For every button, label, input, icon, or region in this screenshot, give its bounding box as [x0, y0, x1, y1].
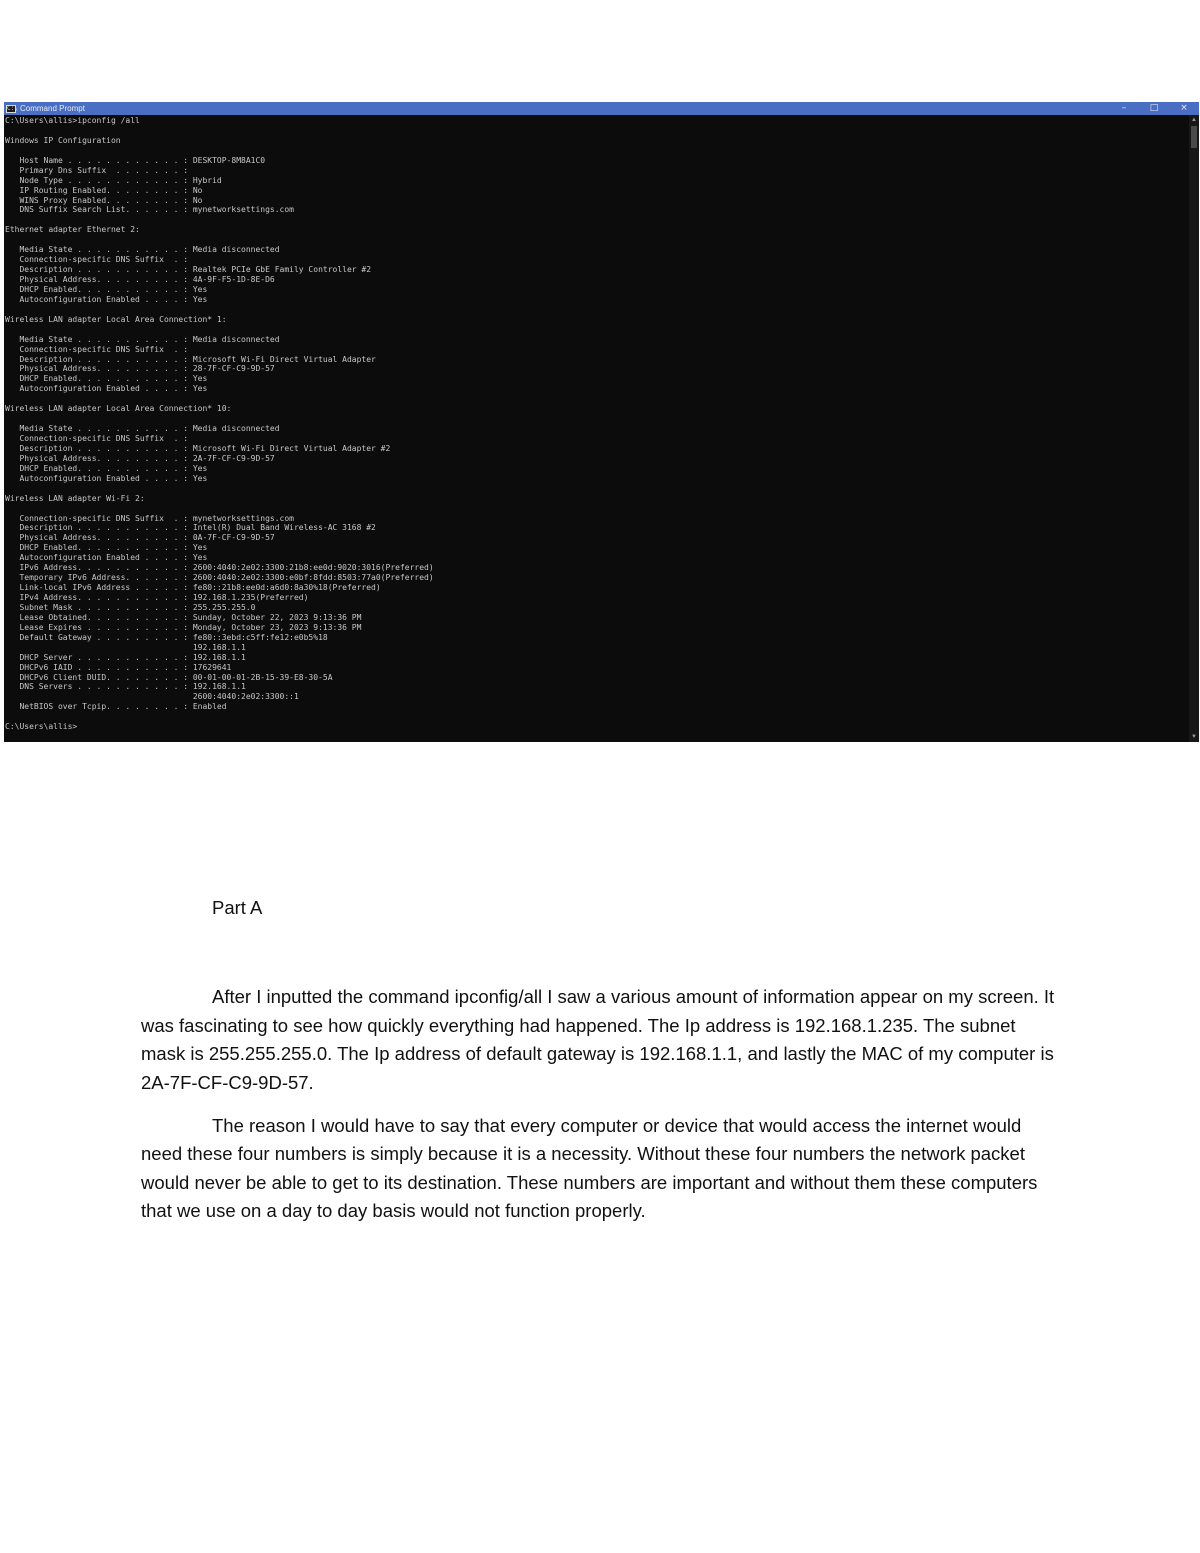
console-line: Physical Address. . . . . . . . . : 28-7F-CF-C9-9D-57 [5, 364, 275, 374]
console-line: DHCP Enabled. . . . . . . . . . . : Yes [5, 284, 208, 294]
console-line: Wireless LAN adapter Local Area Connection* 1: [5, 314, 227, 324]
paragraph-2: The reason I would have to say that every computer or device that would access the internet would need these four numbers is simply because it is a necessity. Without these four numbers the network packet would never be able to get to its destination. These numbers are important and without them these computers that we use on a day to day basis would not function properly. [141, 1115, 1038, 1222]
terminal-icon: C:\ [7, 104, 18, 112]
console-line: 192.168.1.1 [5, 642, 246, 652]
console-line: Connection-specific DNS Suffix . : [5, 255, 189, 265]
console-line: 2600:4040:2e02:3300::1 [5, 692, 299, 702]
scroll-down-arrow-icon[interactable]: ▼ [1191, 734, 1197, 740]
console-line: C:\Users\allis>ipconfig /all [5, 116, 140, 125]
console-line [5, 712, 1187, 722]
window-controls [1109, 102, 1199, 115]
console-line: Connection-specific DNS Suffix . : [5, 344, 189, 354]
scroll-thumb[interactable] [1191, 126, 1197, 148]
console-line: WINS Proxy Enabled. . . . . . . . : No [5, 195, 203, 205]
console-line: Description . . . . . . . . . . . : Realtek PCIe GbE Family Controller #2 [5, 265, 372, 275]
console-line: Description . . . . . . . . . . . : Microsoft Wi-Fi Direct Virtual Adapter [5, 354, 376, 364]
console-line: DNS Servers . . . . . . . . . . . : 192.168.1.1 [5, 682, 246, 692]
console-line [5, 235, 1187, 245]
console-line: Subnet Mask . . . . . . . . . . . : 255.255.255.0 [5, 602, 256, 612]
console-line [5, 394, 1187, 404]
console-line: Default Gateway . . . . . . . . . : fe80::3ebd:c5ff:fe12:e0b5%18 [5, 632, 328, 642]
console-line: Ethernet adapter Ethernet 2: [5, 225, 140, 235]
console-line: DHCPv6 Client DUID. . . . . . . . : 00-01-00-01-2B-15-39-E8-30-5A [5, 672, 333, 682]
close-button[interactable]: × [1180, 103, 1188, 113]
maximize-button[interactable]: □ [1149, 103, 1159, 113]
window-titlebar[interactable] [4, 102, 1199, 115]
console-line: Wireless LAN adapter Local Area Connection* 10: [5, 404, 232, 414]
scroll-up-arrow-icon[interactable]: ▲ [1191, 117, 1197, 123]
console-line: Windows IP Configuration [5, 135, 121, 145]
console-line: Description . . . . . . . . . . . : Intel(R) Dual Band Wireless-AC 3168 #2 [5, 523, 376, 533]
console-line: Media State . . . . . . . . . . . : Media disconnected [5, 424, 280, 434]
console-line [5, 215, 1187, 225]
console-line: DHCP Enabled. . . . . . . . . . . : Yes [5, 543, 208, 553]
console-output[interactable] [5, 116, 1187, 742]
console-line: DNS Suffix Search List. . . . . . : mynetworksettings.com [5, 205, 294, 215]
paragraph-1: After I inputted the command ipconfig/all I saw a various amount of information appear on my screen. It was fascinating to see how quickly everything had happened. The Ip address is 192.168.1.235. The subnet mask is 255.255.255.0. The Ip address of default gateway is 192.168.1.1, and lastly the MAC of my computer is 2A-7F-CF-C9-9D-57. [141, 986, 1055, 1093]
console-line: Media State . . . . . . . . . . . : Media disconnected [5, 334, 280, 344]
console-line: IPv4 Address. . . . . . . . . . . : 192.168.1.235(Preferred) [5, 593, 309, 602]
console-line [5, 146, 1187, 156]
console-line: Autoconfiguration Enabled . . . . : Yes [5, 294, 208, 304]
console-line: Physical Address. . . . . . . . . : 4A-9F-F5-1D-8E-D6 [5, 275, 275, 284]
console-line: DHCPv6 IAID . . . . . . . . . . . : 17629641 [5, 662, 232, 672]
console-line: Physical Address. . . . . . . . . : 0A-7F-CF-C9-9D-57 [5, 533, 275, 543]
console-line: DHCP Enabled. . . . . . . . . . . : Yes [5, 463, 208, 473]
console-line [5, 126, 1187, 136]
console-line [5, 414, 1187, 424]
console-line: Lease Obtained. . . . . . . . . . : Sunday, October 22, 2023 9:13:36 PM [5, 612, 362, 622]
console-line: Link-local IPv6 Address . . . . . : fe80::21b8:ee0d:a6d0:8a30%18(Preferred) [5, 583, 381, 593]
console-line [5, 325, 1187, 335]
console-line: Autoconfiguration Enabled . . . . : Yes [5, 473, 208, 483]
console-line: Host Name . . . . . . . . . . . . : DESKTOP-8M8A1C0 [5, 155, 266, 165]
console-line: IP Routing Enabled. . . . . . . . : No [5, 185, 203, 195]
console-line [5, 484, 1187, 494]
console-line: Autoconfiguration Enabled . . . . : Yes [5, 553, 208, 563]
console-line: Connection-specific DNS Suffix . : mynetworksettings.com [5, 513, 294, 523]
console-line: Temporary IPv6 Address. . . . . . : 2600:4040:2e02:3300:e0bf:8fdd:8503:77a0(Preferred) [5, 573, 434, 583]
minimize-button[interactable]: – [1121, 103, 1127, 113]
window-title: Command Prompt [20, 104, 85, 113]
console-line: Primary Dns Suffix . . . . . . . : [5, 165, 189, 175]
console-line: Lease Expires . . . . . . . . . . : Monday, October 23, 2023 9:13:36 PM [5, 622, 362, 632]
console-line: Media State . . . . . . . . . . . : Media disconnected [5, 245, 280, 255]
console-line: Physical Address. . . . . . . . . : 2A-7F-CF-C9-9D-57 [5, 453, 275, 463]
console-line: Description . . . . . . . . . . . : Microsoft Wi-Fi Direct Virtual Adapter #2 [5, 443, 391, 453]
console-line: Connection-specific DNS Suffix . : [5, 434, 189, 443]
console-line: IPv6 Address. . . . . . . . . . . : 2600:4040:2e02:3300:21b8:ee0d:9020:3016(Preferred) [5, 563, 434, 573]
command-prompt-window[interactable] [4, 102, 1199, 742]
console-line: DHCP Server . . . . . . . . . . . : 192.168.1.1 [5, 652, 246, 662]
console-line [5, 504, 1187, 514]
console-line: C:\Users\allis> [5, 722, 78, 732]
console-line: Node Type . . . . . . . . . . . . : Hybrid [5, 175, 222, 185]
document-body [141, 894, 1061, 1241]
console-line: NetBIOS over Tcpip. . . . . . . . : Enabled [5, 702, 227, 712]
console-line: DHCP Enabled. . . . . . . . . . . : Yes [5, 374, 208, 384]
section-heading: Part A [212, 897, 263, 918]
console-line [5, 305, 1187, 315]
console-line: Autoconfiguration Enabled . . . . : Yes [5, 384, 208, 394]
vertical-scrollbar[interactable] [1189, 115, 1199, 742]
console-line: Wireless LAN adapter Wi-Fi 2: [5, 493, 145, 503]
